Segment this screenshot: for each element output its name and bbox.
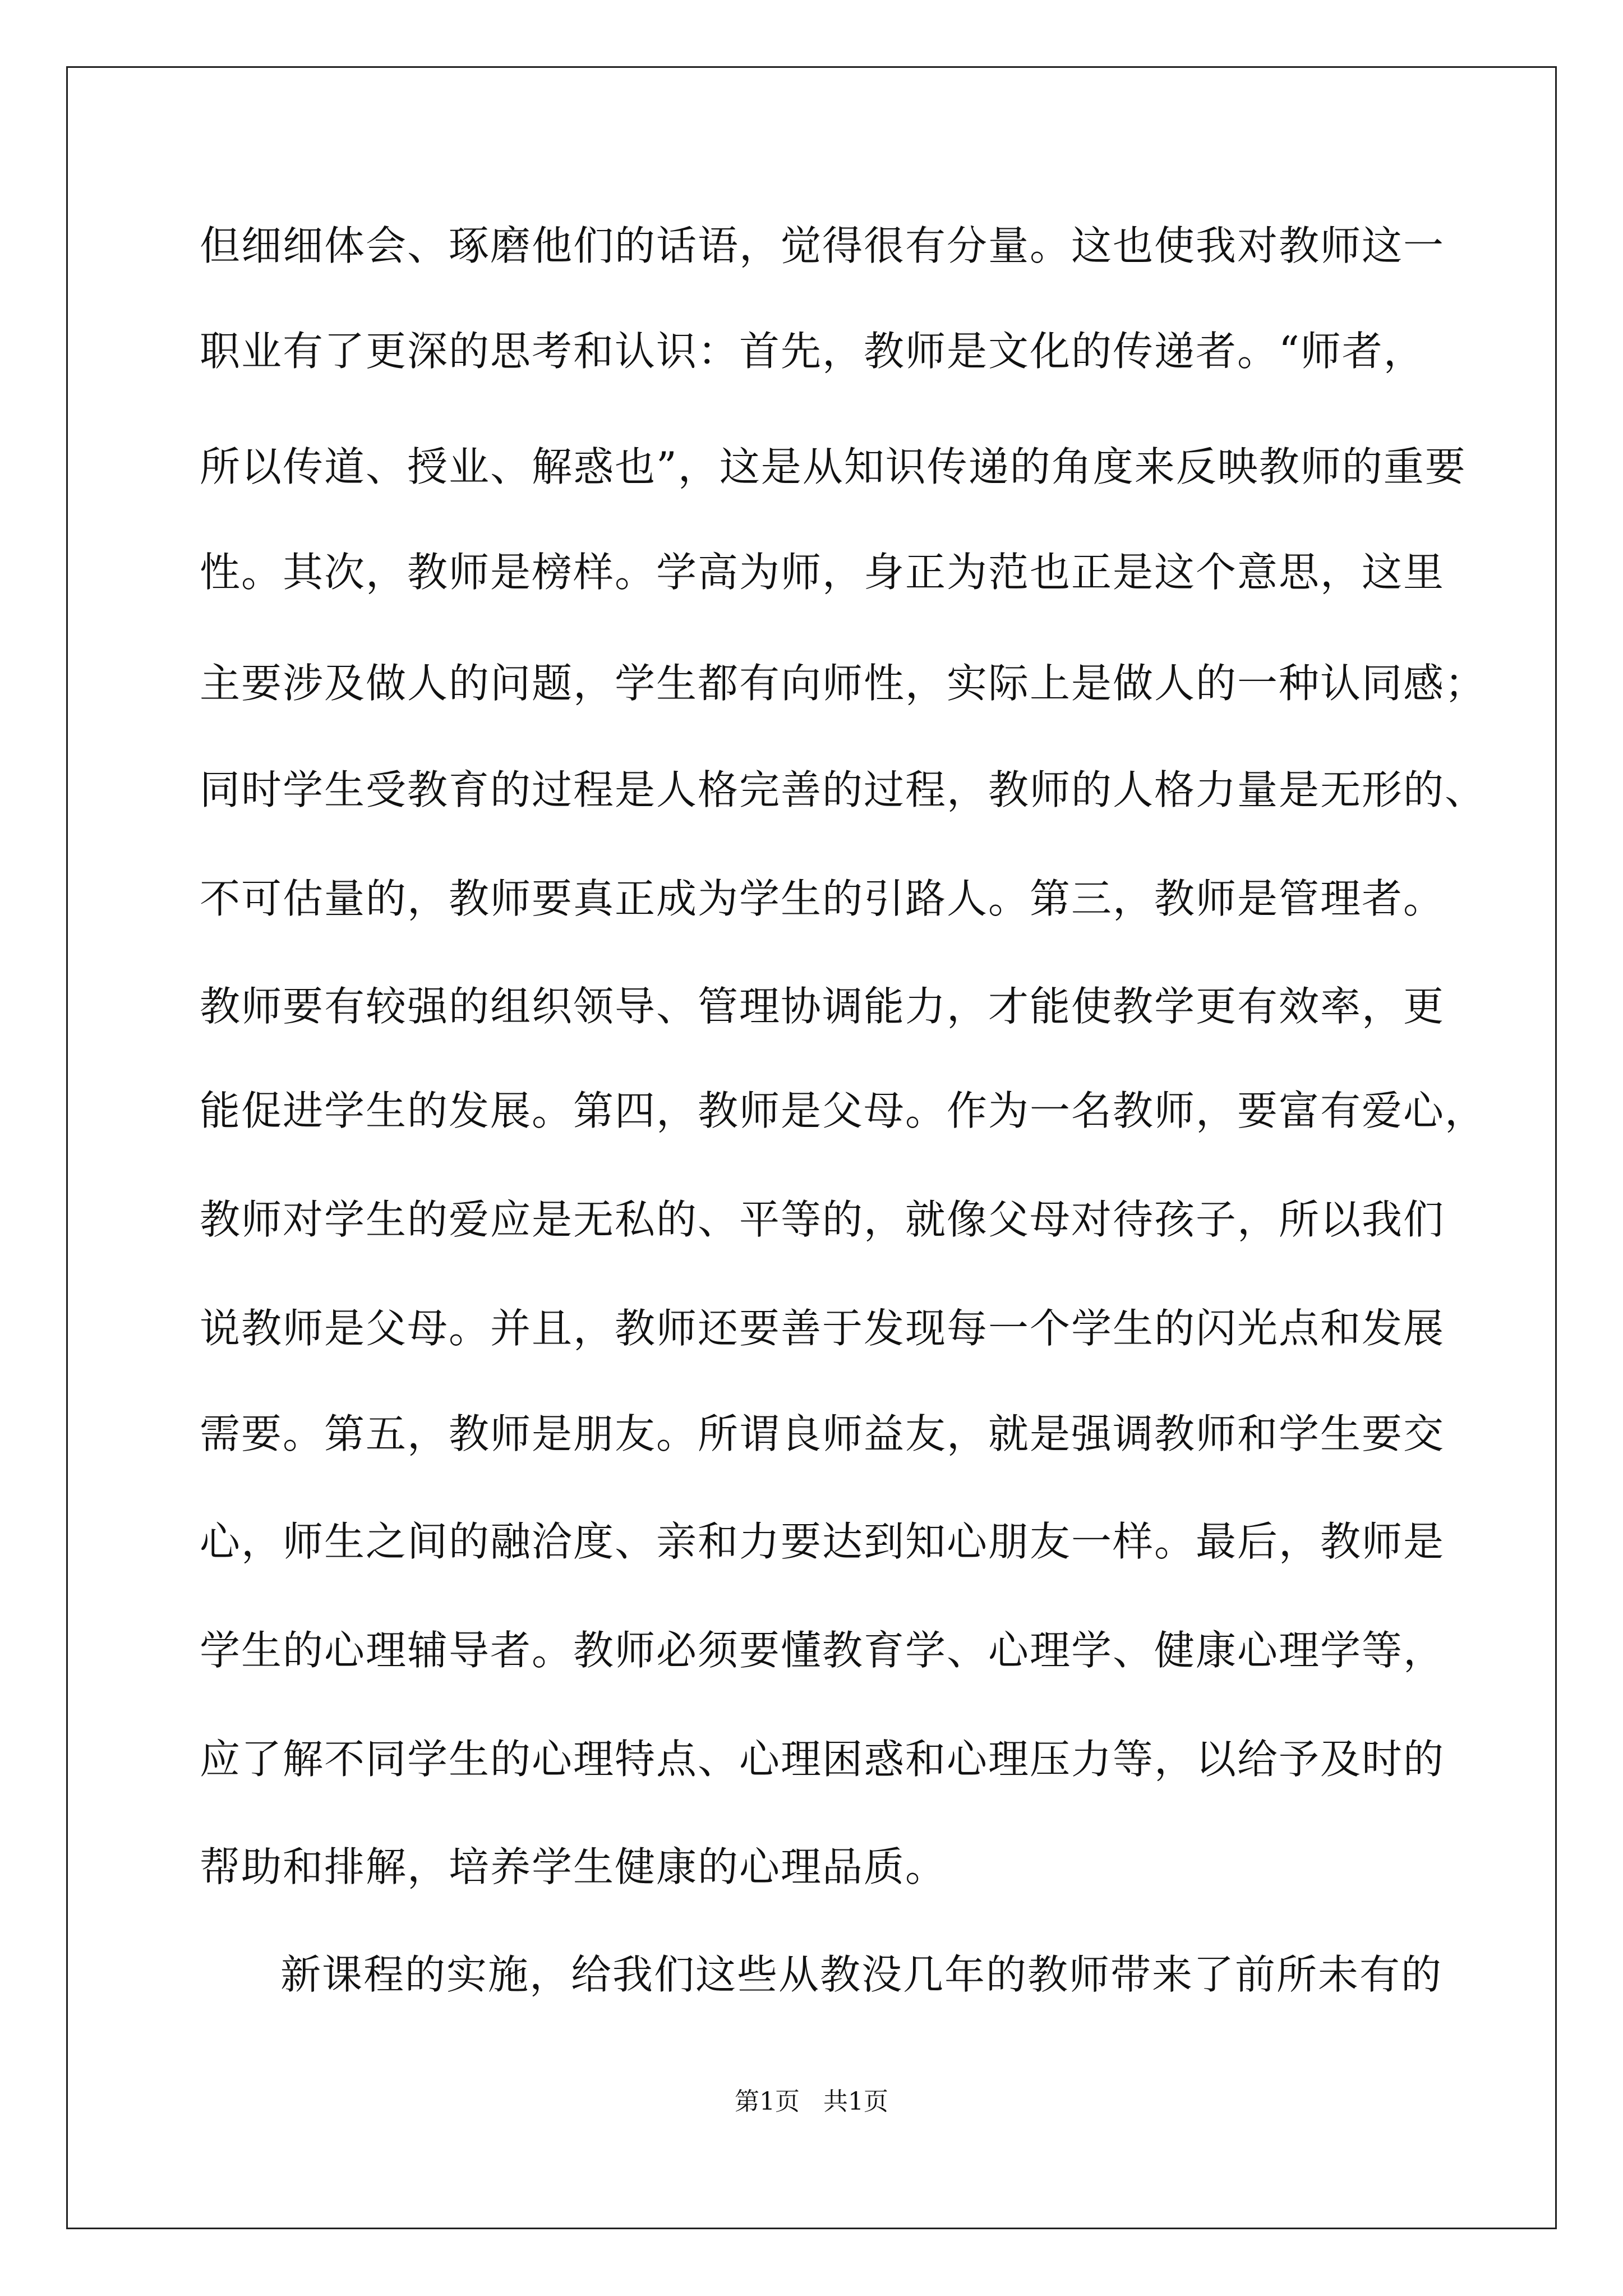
- text-line-14: 学生的心理辅导者。教师必须要懂教育学、心理学、健康心理学等，: [200, 1627, 1445, 1674]
- text-line-11: 说教师是父母。并且，教师还要善于发现每一个学生的闪光点和发展: [200, 1305, 1445, 1352]
- text-line-10: 教师对学生的爱应是无私的、平等的，就像父母对待孩子，所以我们: [200, 1196, 1445, 1243]
- text-line-12: 需要。第五，教师是朋友。所谓良师益友，就是强调教师和学生要交: [200, 1410, 1445, 1457]
- text-line-1: 但细细体会、琢磨他们的话语，觉得很有分量。这也使我对教师这一: [200, 222, 1445, 269]
- text-line-13: 心，师生之间的融洽度、亲和力要达到知心朋友一样。最后，教师是: [200, 1518, 1445, 1565]
- text-line-4: 性。其次，教师是榜样。学高为师，身正为范也正是这个意思，这里: [200, 549, 1445, 596]
- text-line-6: 同时学生受教育的过程是人格完善的过程，教师的人格力量是无形的、: [200, 766, 1487, 813]
- text-line-7: 不可估量的，教师要真正成为学生的引路人。第三，教师是管理者。: [200, 875, 1445, 922]
- text-line-9: 能促进学生的发展。第四，教师是父母。作为一名教师，要富有爱心，: [200, 1087, 1487, 1134]
- text-line-17-paragraph-start: 新课程的实施，给我们这些从教没几年的教师带来了前所未有的: [280, 1951, 1443, 1998]
- page-border: [66, 66, 1557, 2229]
- text-line-3: 所以传道、授业、解惑也”，这是从知识传递的角度来反映教师的重要: [200, 443, 1467, 490]
- text-line-5: 主要涉及做人的问题，学生都有向师性，实际上是做人的一种认同感；: [200, 660, 1487, 707]
- text-line-8: 教师要有较强的组织领导、管理协调能力，才能使教学更有效率，更: [200, 983, 1445, 1030]
- text-line-16: 帮助和排解，培养学生健康的心理品质。: [200, 1843, 947, 1890]
- page-footer: 第1页 共1页: [735, 2087, 888, 2116]
- text-line-2: 职业有了更深的思考和认识：首先，教师是文化的传递者。“师者，: [200, 328, 1425, 375]
- text-line-15: 应了解不同学生的心理特点、心理困惑和心理压力等，以给予及时的: [200, 1736, 1445, 1783]
